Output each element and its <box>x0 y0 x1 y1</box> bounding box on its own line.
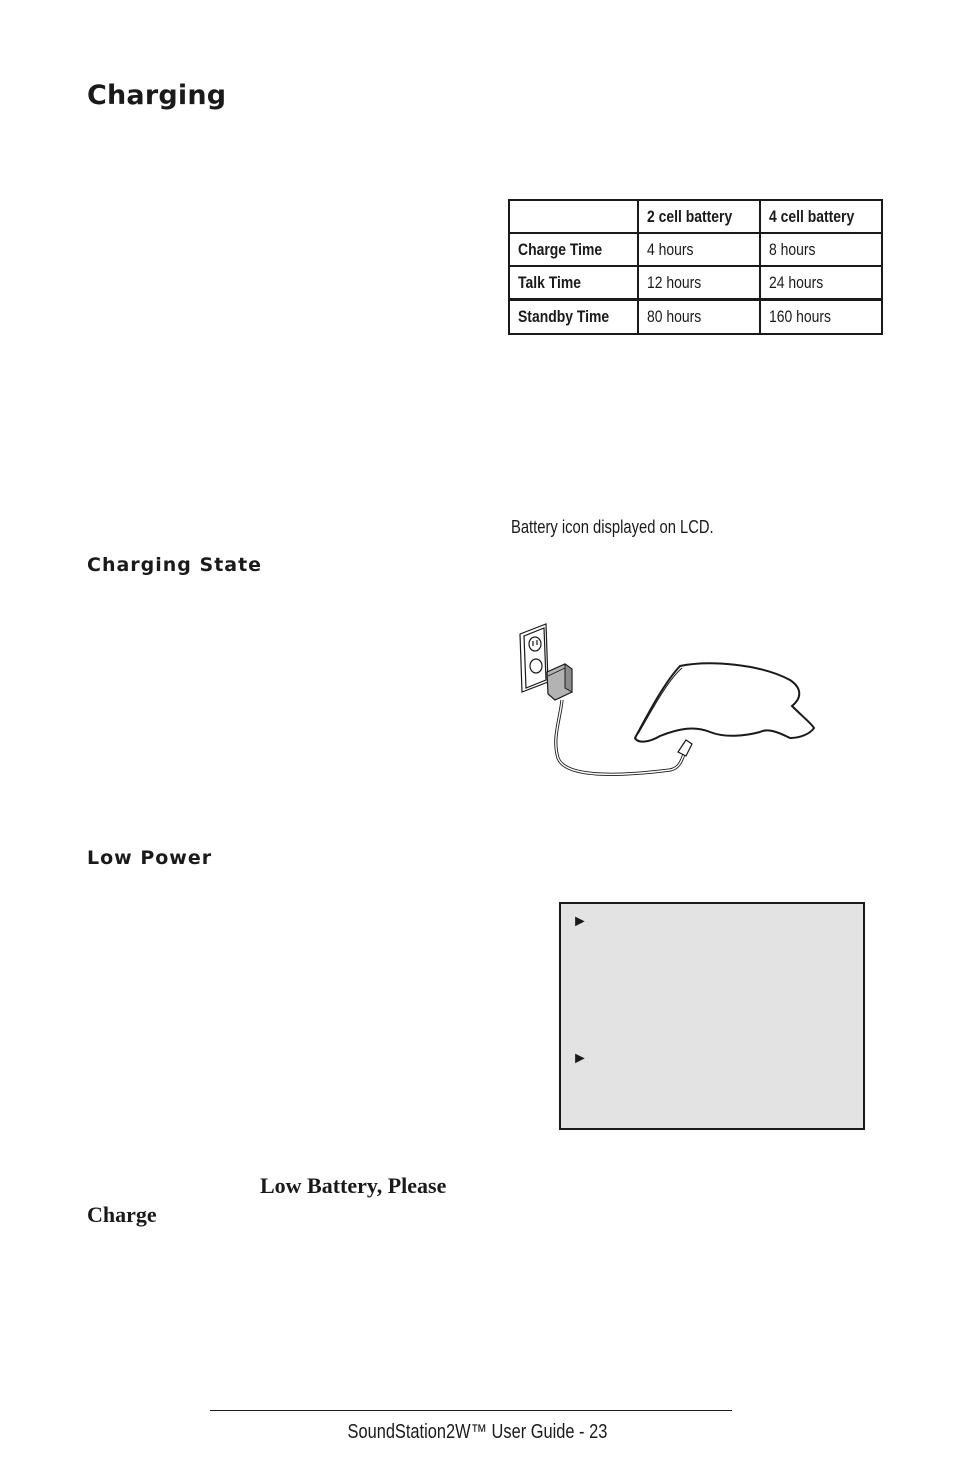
cell-talk-4-cell: 24 hours <box>760 266 882 300</box>
page-title: Charging <box>87 80 227 111</box>
low-battery-message-line2: Charge <box>87 1202 157 1227</box>
section-heading-charging-state: Charging State <box>87 554 263 576</box>
section-heading-low-power: Low Power <box>87 847 213 869</box>
cell-charge-2-cell: 4 hours <box>638 233 760 266</box>
table-row <box>509 300 882 335</box>
table-row <box>509 233 882 266</box>
low-battery-message-line1: Low Battery, Please <box>260 1173 447 1198</box>
bullet-arrow-icon: ► <box>572 913 588 930</box>
row-label-charge-time: Charge Time <box>509 233 638 266</box>
table-row <box>509 266 882 300</box>
row-label-standby-time: Standby Time <box>509 300 638 335</box>
page-footer: SoundStation2W™ User Guide - 23 <box>347 1421 607 1443</box>
table-header-2-cell: 2 cell battery <box>638 200 760 233</box>
cord-plug-icon <box>678 740 692 756</box>
power-adapter-icon <box>547 664 572 700</box>
table-header-4-cell: 4 cell battery <box>760 200 882 233</box>
wall-outlet-icon <box>520 624 548 692</box>
conference-phone-icon <box>635 663 814 741</box>
bullet-arrow-icon: ► <box>572 1050 588 1067</box>
charger-illustration <box>510 620 830 785</box>
lcd-caption: Battery icon displayed on LCD. <box>511 517 714 537</box>
row-label-talk-time: Talk Time <box>509 266 638 300</box>
cell-standby-4-cell: 160 hours <box>760 300 882 335</box>
footer-divider <box>210 1410 732 1411</box>
cell-charge-4-cell: 8 hours <box>760 233 882 266</box>
note-box <box>559 902 865 1130</box>
table-header-empty <box>509 200 638 233</box>
cell-standby-2-cell: 80 hours <box>638 300 760 335</box>
table-header-row <box>509 200 882 233</box>
battery-table <box>508 199 883 335</box>
cell-talk-2-cell: 12 hours <box>638 266 760 300</box>
